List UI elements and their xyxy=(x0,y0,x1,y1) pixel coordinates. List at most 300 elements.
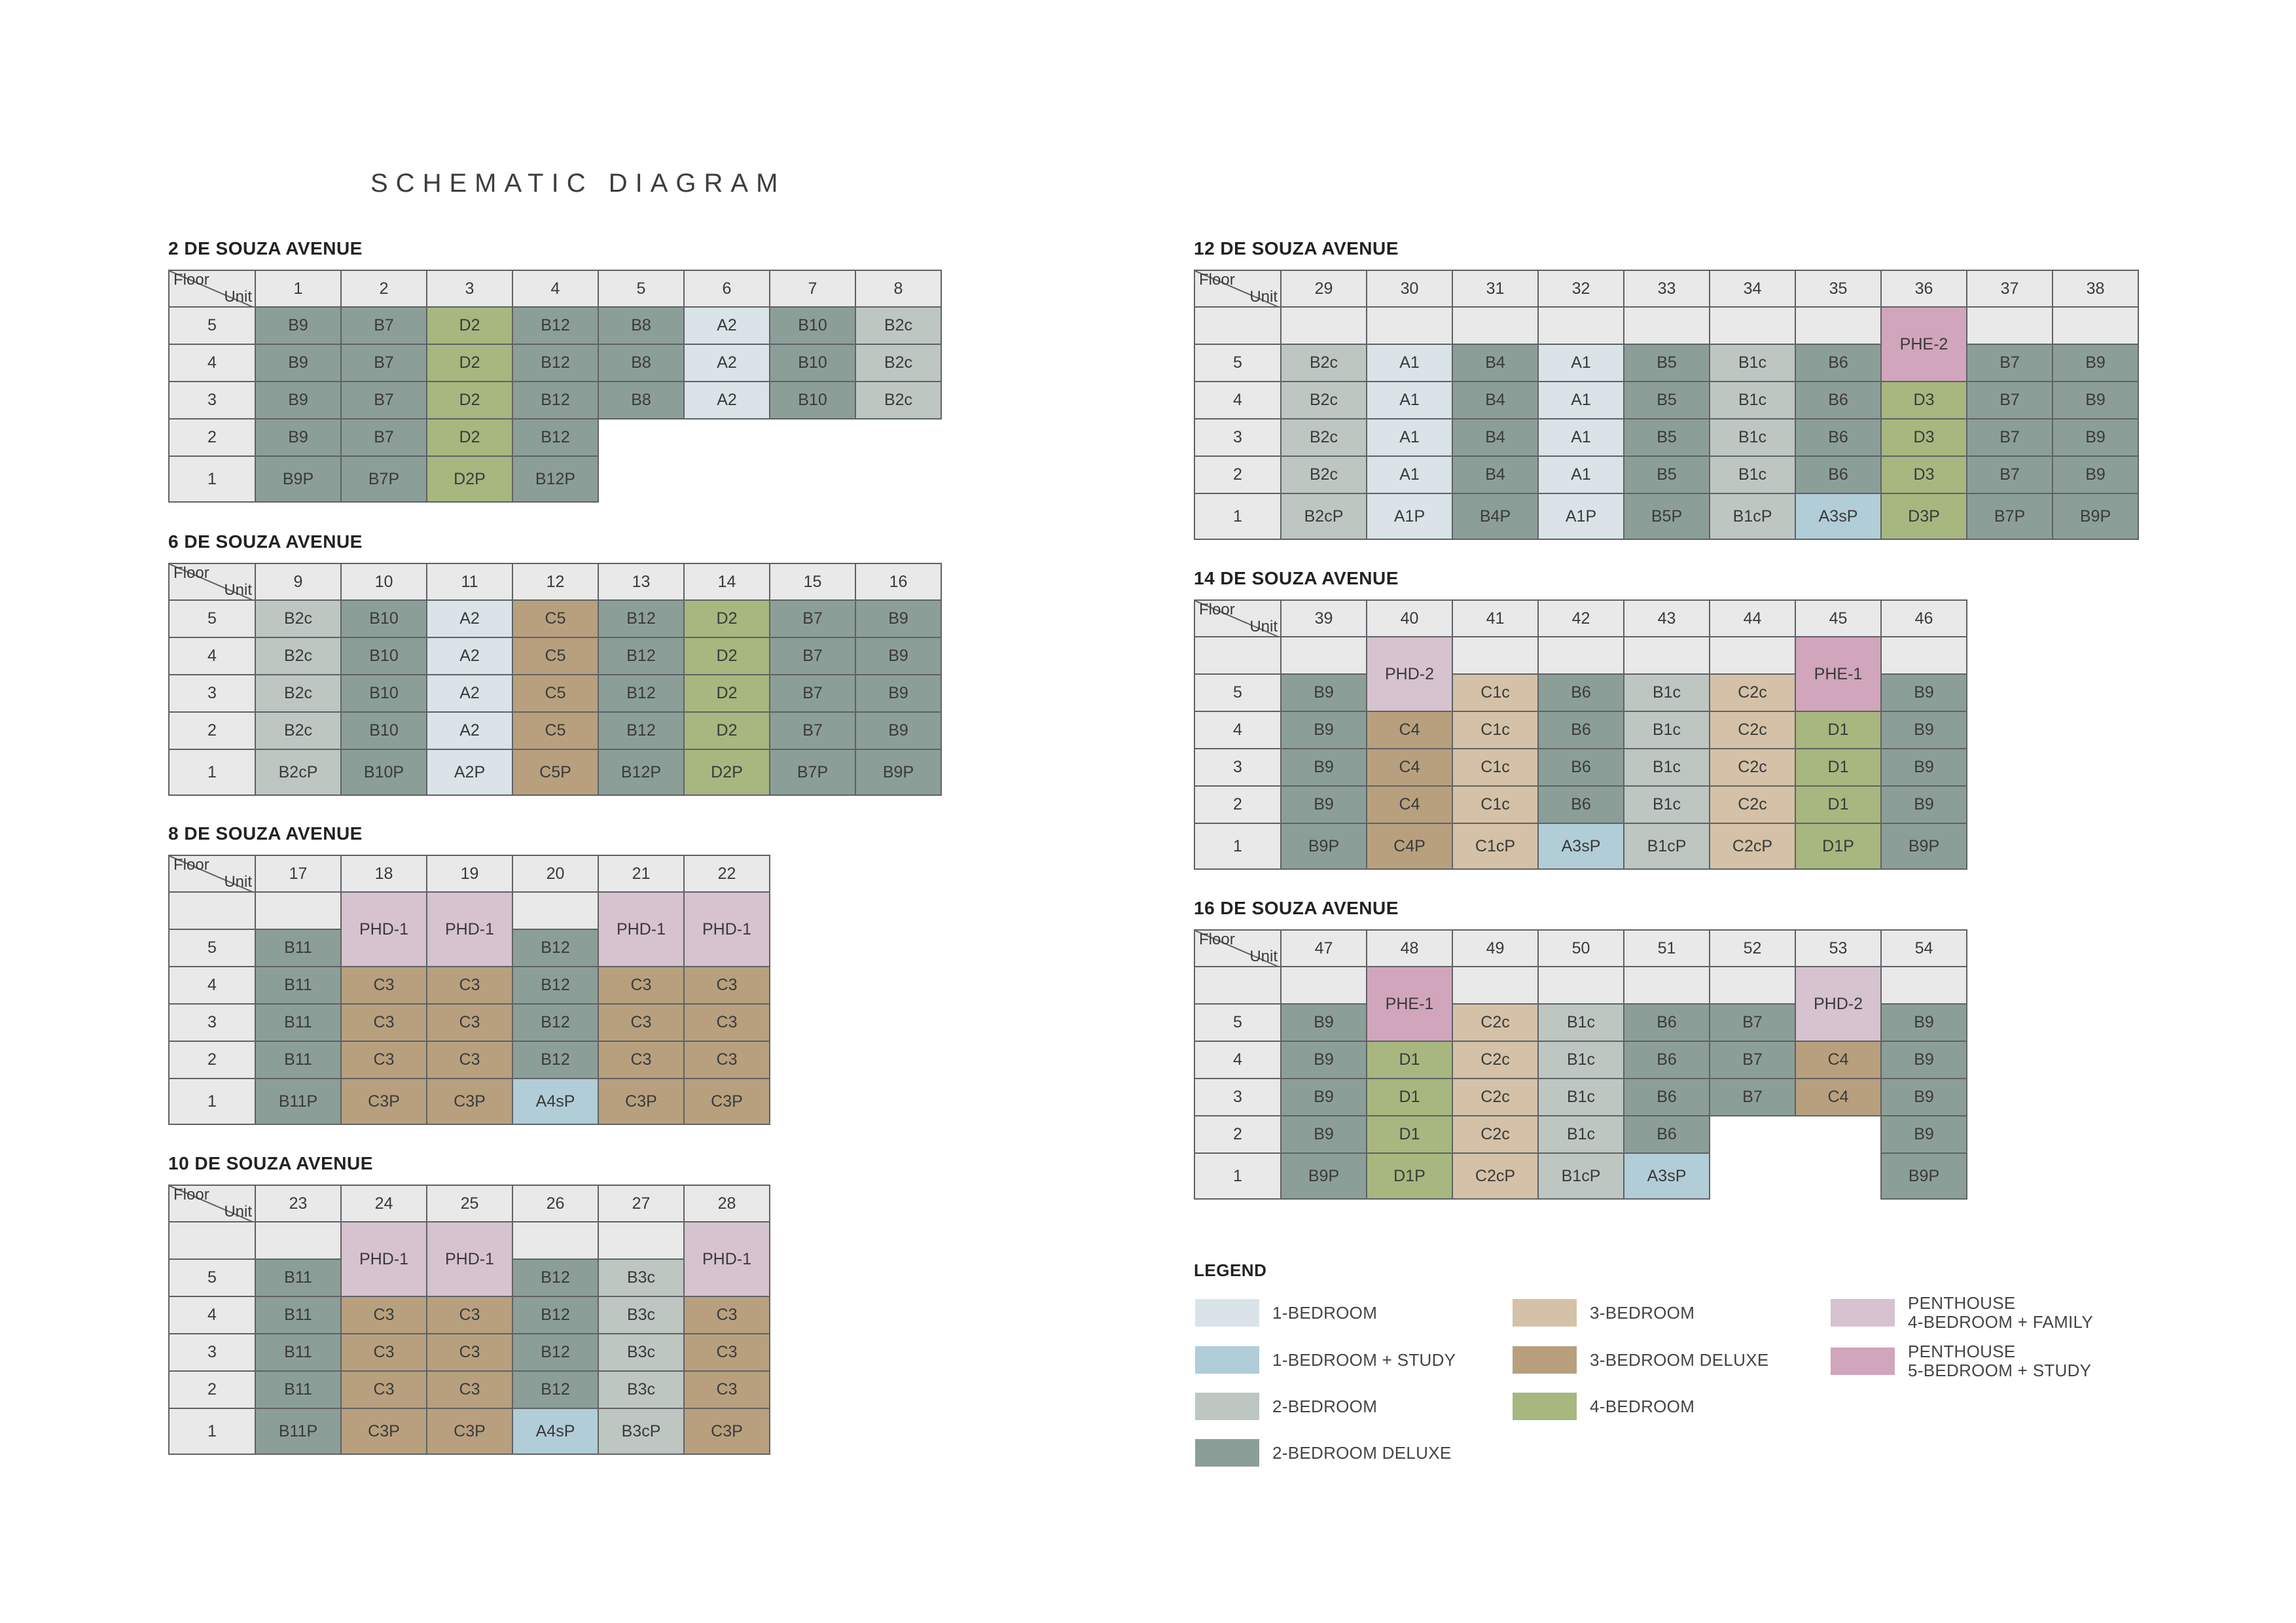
roof-blank-cell xyxy=(255,891,342,930)
legend-item-3-bedroom xyxy=(1513,1298,1695,1327)
floor-label: 5 xyxy=(168,1258,256,1297)
unit-cell: C3 xyxy=(426,1333,513,1372)
unit-cell: C4 xyxy=(1366,785,1453,824)
unit-cell: B2c xyxy=(855,381,942,419)
floor-label: 2 xyxy=(168,418,256,457)
unit-cell: A2P xyxy=(426,749,513,796)
penthouse-unit: PHE-1 xyxy=(1795,636,1882,712)
floor-label: 1 xyxy=(168,1408,256,1455)
unit-cell: C3P xyxy=(426,1078,513,1125)
unit-cell: B2cP xyxy=(255,749,342,796)
unit-cell: C2c xyxy=(1709,748,1796,787)
unit-cell: D1 xyxy=(1795,748,1882,787)
roof-blank-cell xyxy=(1709,966,1796,1005)
unit-cell: A1 xyxy=(1366,455,1453,494)
unit-header: 38 xyxy=(2052,270,2139,308)
penthouse-unit: PHD-2 xyxy=(1366,636,1453,712)
unit-cell: C5 xyxy=(512,637,599,675)
unit-header: 37 xyxy=(1966,270,2053,308)
legend-item-3-bedroom-deluxe xyxy=(1513,1346,1769,1374)
unit-header: 54 xyxy=(1880,929,1967,967)
unit-header: 20 xyxy=(512,855,599,893)
unit-cell: B10 xyxy=(340,711,427,750)
unit-cell: B1c xyxy=(1623,748,1710,787)
unit-cell: B7 xyxy=(340,418,427,457)
unit-cell: B12 xyxy=(598,637,685,675)
unit-cell: C3P xyxy=(426,1408,513,1455)
legend-title: LEGEND xyxy=(1194,1260,1267,1280)
unit-cell: C3 xyxy=(340,1003,427,1042)
unit-cell: C5 xyxy=(512,599,599,638)
unit-cell: B9 xyxy=(2052,455,2139,494)
unit-cell: D2 xyxy=(426,306,513,345)
unit-cell: C3 xyxy=(426,1003,513,1042)
unit-cell: D2 xyxy=(683,674,770,713)
unit-cell: D1 xyxy=(1795,711,1882,749)
corner-unit-label: Unit xyxy=(224,581,252,599)
unit-header: 3 xyxy=(426,270,513,308)
unit-cell: D2 xyxy=(683,637,770,675)
legend-item-2-bedroom xyxy=(1195,1392,1377,1421)
unit-cell: B10 xyxy=(769,306,856,345)
unit-cell: C3 xyxy=(426,966,513,1005)
unit-cell: B3c xyxy=(598,1333,685,1372)
unit-cell: C3P xyxy=(340,1078,427,1125)
roof-blank-cell xyxy=(1623,966,1710,1005)
unit-cell: B11 xyxy=(255,1333,342,1372)
unit-cell: D3 xyxy=(1880,381,1967,419)
floor-label: 2 xyxy=(168,1041,256,1079)
unit-header: 34 xyxy=(1709,270,1796,308)
unit-cell: C1c xyxy=(1452,711,1539,749)
unit-cell: A1P xyxy=(1366,493,1453,540)
floor-label: 5 xyxy=(168,929,256,967)
unit-cell: B2c xyxy=(255,637,342,675)
unit-cell: D1 xyxy=(1795,785,1882,824)
unit-cell: B6 xyxy=(1623,1041,1710,1079)
corner-unit-label: Unit xyxy=(1249,288,1278,306)
unit-cell: C3 xyxy=(340,1370,427,1409)
block-title: 10 DE SOUZA AVENUE xyxy=(168,1153,373,1173)
floor-label: 2 xyxy=(1194,785,1282,824)
unit-cell: A1 xyxy=(1537,381,1624,419)
unit-cell: C4 xyxy=(1795,1078,1882,1116)
unit-cell: C3 xyxy=(426,1370,513,1409)
unit-cell: D2P xyxy=(683,749,770,796)
corner-floor-label: Floor xyxy=(173,1186,209,1204)
penthouse-unit: PHD-1 xyxy=(683,1221,770,1297)
unit-header: 9 xyxy=(255,563,342,601)
unit-cell: B2cP xyxy=(1280,493,1367,540)
legend-label: 3-BEDROOM xyxy=(1590,1302,1695,1323)
floor-label: 3 xyxy=(168,674,256,713)
unit-header: 30 xyxy=(1366,270,1453,308)
unit-cell: B9 xyxy=(1880,673,1967,712)
unit-cell: B9 xyxy=(1880,1078,1967,1116)
unit-cell: A1 xyxy=(1537,344,1624,382)
unit-cell: C2cP xyxy=(1452,1152,1539,1200)
floor-label: 4 xyxy=(168,344,256,382)
corner-floor-label: Floor xyxy=(1199,601,1235,618)
unit-cell: B10 xyxy=(340,637,427,675)
unit-cell: C3 xyxy=(340,966,427,1005)
unit-cell: B5P xyxy=(1623,493,1710,540)
unit-header: 12 xyxy=(512,563,599,601)
unit-header: 29 xyxy=(1280,270,1367,308)
unit-cell: D1 xyxy=(1366,1078,1453,1116)
unit-cell: B9 xyxy=(855,674,942,713)
unit-cell: B5 xyxy=(1623,455,1710,494)
unit-cell: B2c xyxy=(855,306,942,345)
unit-cell: B3c xyxy=(598,1258,685,1297)
unit-header: 45 xyxy=(1795,599,1882,637)
floor-label: 3 xyxy=(1194,418,1282,457)
unit-header: 22 xyxy=(683,855,770,893)
legend-label: 1-BEDROOM + STUDY xyxy=(1272,1349,1456,1370)
unit-cell: B7P xyxy=(769,749,856,796)
roof-blank-cell xyxy=(1280,636,1367,675)
page-title: SCHEMATIC DIAGRAM xyxy=(370,169,786,198)
unit-cell: B4 xyxy=(1452,418,1539,457)
legend-swatch xyxy=(1513,1299,1577,1327)
unit-cell: B7P xyxy=(1966,493,2053,540)
floor-unit-corner xyxy=(1194,929,1282,967)
floor-unit-corner xyxy=(168,563,256,601)
unit-cell: C2cP xyxy=(1709,823,1796,870)
unit-cell: B11P xyxy=(255,1078,342,1125)
penthouse-roof-row-label xyxy=(1194,636,1282,675)
penthouse-unit: PHD-1 xyxy=(598,891,685,967)
unit-cell: B9P xyxy=(1280,823,1367,870)
unit-cell: B9 xyxy=(255,344,342,382)
unit-cell: B1cP xyxy=(1537,1152,1624,1200)
unit-header: 10 xyxy=(340,563,427,601)
unit-cell: A4sP xyxy=(512,1408,599,1455)
unit-cell: D2 xyxy=(426,344,513,382)
roof-blank-cell xyxy=(1537,306,1624,345)
unit-cell: B9 xyxy=(255,418,342,457)
unit-cell: C3P xyxy=(683,1408,770,1455)
unit-cell: B7 xyxy=(769,599,856,638)
floor-label: 2 xyxy=(1194,455,1282,494)
unit-cell: B9P xyxy=(1280,1152,1367,1200)
roof-blank-cell xyxy=(512,891,599,930)
unit-cell: B12 xyxy=(598,711,685,750)
unit-cell: B4 xyxy=(1452,381,1539,419)
unit-cell: A2 xyxy=(426,599,513,638)
unit-cell: B9 xyxy=(1280,1003,1367,1042)
unit-cell: B11 xyxy=(255,1370,342,1409)
floor-label: 4 xyxy=(1194,381,1282,419)
floor-label: 5 xyxy=(1194,673,1282,712)
unit-cell: C3P xyxy=(598,1078,685,1125)
unit-cell: B1c xyxy=(1709,381,1796,419)
unit-cell: B9P xyxy=(1880,1152,1967,1200)
floor-label: 5 xyxy=(168,599,256,638)
unit-cell: C4 xyxy=(1366,748,1453,787)
unit-cell: B11P xyxy=(255,1408,342,1455)
unit-cell: B12 xyxy=(512,306,599,345)
floor-label: 4 xyxy=(168,1296,256,1334)
unit-cell: B6 xyxy=(1537,785,1624,824)
legend-swatch xyxy=(1831,1347,1895,1375)
unit-header: 33 xyxy=(1623,270,1710,308)
legend-swatch xyxy=(1195,1393,1259,1420)
legend-item-penthouse-5-bedroom-study xyxy=(1831,1342,2092,1380)
legend-label: 2-BEDROOM xyxy=(1272,1396,1378,1416)
unit-header: 49 xyxy=(1452,929,1539,967)
unit-cell: B6 xyxy=(1795,455,1882,494)
unit-header: 40 xyxy=(1366,599,1453,637)
unit-cell: C2c xyxy=(1709,711,1796,749)
floor-label: 1 xyxy=(168,749,256,796)
unit-cell: B9 xyxy=(2052,418,2139,457)
unit-header: 51 xyxy=(1623,929,1710,967)
unit-cell: B12 xyxy=(512,1296,599,1334)
unit-cell: C2c xyxy=(1452,1115,1539,1154)
legend-label: 1-BEDROOM xyxy=(1272,1302,1378,1323)
unit-cell: B9 xyxy=(255,381,342,419)
unit-header: 27 xyxy=(598,1185,685,1222)
unit-cell: B9 xyxy=(255,306,342,345)
unit-header: 1 xyxy=(255,270,342,308)
unit-cell: B1c xyxy=(1537,1115,1624,1154)
unit-cell: B6 xyxy=(1537,673,1624,712)
corner-unit-label: Unit xyxy=(224,288,252,306)
legend-item-1-bedroom-study xyxy=(1195,1346,1456,1374)
unit-cell: A3sP xyxy=(1795,493,1882,540)
roof-blank-cell xyxy=(1537,966,1624,1005)
floor-label: 4 xyxy=(1194,1041,1282,1079)
unit-cell: B12 xyxy=(512,929,599,967)
unit-cell: B6 xyxy=(1623,1115,1710,1154)
legend-swatch xyxy=(1831,1299,1895,1327)
unit-header: 5 xyxy=(598,270,685,308)
unit-cell: B10 xyxy=(340,674,427,713)
unit-cell: B2c xyxy=(1280,418,1367,457)
unit-cell: B11 xyxy=(255,966,342,1005)
block-title: 8 DE SOUZA AVENUE xyxy=(168,823,363,844)
unit-cell: B9 xyxy=(1280,673,1367,712)
unit-cell: B12P xyxy=(512,455,599,503)
unit-cell: B4 xyxy=(1452,455,1539,494)
corner-unit-label: Unit xyxy=(224,1203,252,1221)
unit-header: 17 xyxy=(255,855,342,893)
roof-blank-cell xyxy=(2052,306,2139,345)
floor-label: 1 xyxy=(1194,493,1282,540)
unit-cell: C3 xyxy=(598,966,685,1005)
unit-cell: B9 xyxy=(1880,748,1967,787)
unit-cell: C2c xyxy=(1452,1003,1539,1042)
unit-cell: B7 xyxy=(340,344,427,382)
unit-cell: B9 xyxy=(2052,344,2139,382)
floor-label: 4 xyxy=(1194,711,1282,749)
unit-cell: C3 xyxy=(683,966,770,1005)
unit-cell: B1c xyxy=(1709,418,1796,457)
unit-cell: C3 xyxy=(598,1041,685,1079)
unit-cell: B2c xyxy=(255,711,342,750)
unit-cell: B11 xyxy=(255,1003,342,1042)
unit-cell: C3 xyxy=(683,1333,770,1372)
unit-cell: A2 xyxy=(683,381,770,419)
unit-cell: A3sP xyxy=(1623,1152,1710,1200)
unit-cell: D1P xyxy=(1366,1152,1453,1200)
unit-header: 28 xyxy=(683,1185,770,1222)
unit-cell: B6 xyxy=(1795,381,1882,419)
unit-cell: C3 xyxy=(683,1041,770,1079)
unit-header: 32 xyxy=(1537,270,1624,308)
unit-header: 52 xyxy=(1709,929,1796,967)
unit-cell: B12 xyxy=(512,1258,599,1297)
unit-cell: B5 xyxy=(1623,344,1710,382)
unit-cell: B1c xyxy=(1623,673,1710,712)
unit-cell: D1 xyxy=(1366,1041,1453,1079)
legend-label: PENTHOUSE 5-BEDROOM + STUDY xyxy=(1908,1342,2092,1380)
unit-cell: C5 xyxy=(512,674,599,713)
unit-cell: B12 xyxy=(512,344,599,382)
roof-blank-cell xyxy=(1452,966,1539,1005)
unit-cell: B9 xyxy=(1280,785,1367,824)
unit-cell: B2c xyxy=(1280,381,1367,419)
unit-cell: D1 xyxy=(1366,1115,1453,1154)
floor-unit-corner xyxy=(168,855,256,893)
unit-cell: B1c xyxy=(1623,711,1710,749)
unit-cell: B12 xyxy=(598,599,685,638)
unit-cell: B9P xyxy=(855,749,942,796)
unit-cell: B9 xyxy=(1880,1041,1967,1079)
unit-header: 47 xyxy=(1280,929,1367,967)
unit-cell: C3 xyxy=(598,1003,685,1042)
unit-header: 31 xyxy=(1452,270,1539,308)
legend-label: 4-BEDROOM xyxy=(1590,1396,1695,1416)
floor-label: 5 xyxy=(1194,344,1282,382)
unit-cell: A4sP xyxy=(512,1078,599,1125)
unit-header: 13 xyxy=(598,563,685,601)
unit-cell: B12P xyxy=(598,749,685,796)
unit-cell: B1cP xyxy=(1623,823,1710,870)
penthouse-unit: PHD-1 xyxy=(340,891,427,967)
unit-header: 26 xyxy=(512,1185,599,1222)
unit-cell: C4 xyxy=(1366,711,1453,749)
unit-header: 21 xyxy=(598,855,685,893)
unit-header: 48 xyxy=(1366,929,1453,967)
unit-cell: B7P xyxy=(340,455,427,503)
legend-item-4-bedroom xyxy=(1513,1392,1695,1421)
unit-header: 14 xyxy=(683,563,770,601)
roof-blank-cell xyxy=(1623,636,1710,675)
penthouse-roof-row-label xyxy=(168,891,256,930)
unit-cell: C1cP xyxy=(1452,823,1539,870)
unit-cell: B12 xyxy=(598,674,685,713)
unit-cell: B11 xyxy=(255,1296,342,1334)
unit-cell: B10 xyxy=(769,381,856,419)
unit-header: 44 xyxy=(1709,599,1796,637)
floor-label: 4 xyxy=(168,966,256,1005)
unit-cell: A1 xyxy=(1366,418,1453,457)
unit-cell: A2 xyxy=(683,344,770,382)
floor-label: 2 xyxy=(1194,1115,1282,1154)
unit-cell: D2 xyxy=(683,599,770,638)
unit-cell: B1c xyxy=(1537,1078,1624,1116)
unit-header: 42 xyxy=(1537,599,1624,637)
unit-cell: C3 xyxy=(340,1041,427,1079)
unit-cell: B7 xyxy=(1966,381,2053,419)
unit-cell: B6 xyxy=(1795,418,1882,457)
unit-cell: B9 xyxy=(2052,381,2139,419)
unit-header: 23 xyxy=(255,1185,342,1222)
unit-cell: B9 xyxy=(1280,711,1367,749)
unit-cell: B12 xyxy=(512,1333,599,1372)
unit-header: 11 xyxy=(426,563,513,601)
unit-header: 15 xyxy=(769,563,856,601)
penthouse-unit: PHD-1 xyxy=(683,891,770,967)
legend-label: PENTHOUSE 4-BEDROOM + FAMILY xyxy=(1908,1293,2094,1332)
unit-cell: B11 xyxy=(255,929,342,967)
unit-cell: C5 xyxy=(512,711,599,750)
roof-blank-cell xyxy=(1366,306,1453,345)
unit-cell: C3 xyxy=(426,1296,513,1334)
unit-cell: B7 xyxy=(340,306,427,345)
legend-swatch xyxy=(1195,1346,1259,1374)
unit-cell: B4P xyxy=(1452,493,1539,540)
block-title: 2 DE SOUZA AVENUE xyxy=(168,238,363,259)
unit-cell: B8 xyxy=(598,306,685,345)
unit-header: 24 xyxy=(340,1185,427,1222)
unit-cell: D3 xyxy=(1880,418,1967,457)
unit-cell: C3 xyxy=(683,1003,770,1042)
penthouse-roof-row-label xyxy=(1194,306,1282,345)
unit-cell: B7 xyxy=(1966,455,2053,494)
unit-cell: B12 xyxy=(512,1041,599,1079)
floor-label: 1 xyxy=(168,455,256,503)
floor-label: 1 xyxy=(1194,823,1282,870)
unit-header: 43 xyxy=(1623,599,1710,637)
unit-cell: B3c xyxy=(598,1296,685,1334)
unit-cell: C2c xyxy=(1709,673,1796,712)
unit-cell: B9P xyxy=(1880,823,1967,870)
roof-blank-cell xyxy=(1280,306,1367,345)
unit-cell: B4 xyxy=(1452,344,1539,382)
unit-cell: B5 xyxy=(1623,418,1710,457)
floor-label: 3 xyxy=(1194,1078,1282,1116)
floor-label: 1 xyxy=(1194,1152,1282,1200)
unit-cell: B7 xyxy=(1709,1078,1796,1116)
roof-blank-cell xyxy=(1880,966,1967,1005)
unit-cell: B10 xyxy=(340,599,427,638)
unit-cell: C2c xyxy=(1452,1041,1539,1079)
corner-floor-label: Floor xyxy=(1199,931,1235,948)
corner-unit-label: Unit xyxy=(1249,618,1278,635)
unit-cell: A1 xyxy=(1537,455,1624,494)
unit-cell: B2c xyxy=(855,344,942,382)
unit-cell: C3P xyxy=(683,1078,770,1125)
legend-item-penthouse-4-bedroom-family xyxy=(1831,1293,2094,1332)
unit-cell: B7 xyxy=(1709,1041,1796,1079)
unit-cell: D3P xyxy=(1880,493,1967,540)
unit-cell: B10 xyxy=(769,344,856,382)
unit-header: 36 xyxy=(1880,270,1967,308)
unit-cell: B8 xyxy=(598,344,685,382)
unit-cell: C4P xyxy=(1366,823,1453,870)
corner-unit-label: Unit xyxy=(1249,948,1278,965)
unit-cell: C3 xyxy=(340,1296,427,1334)
floor-unit-corner xyxy=(168,1185,256,1222)
penthouse-unit: PHD-1 xyxy=(340,1221,427,1297)
unit-cell: A2 xyxy=(426,637,513,675)
unit-header: 16 xyxy=(855,563,942,601)
unit-cell: B9P xyxy=(255,455,342,503)
unit-cell: B12 xyxy=(512,1370,599,1409)
